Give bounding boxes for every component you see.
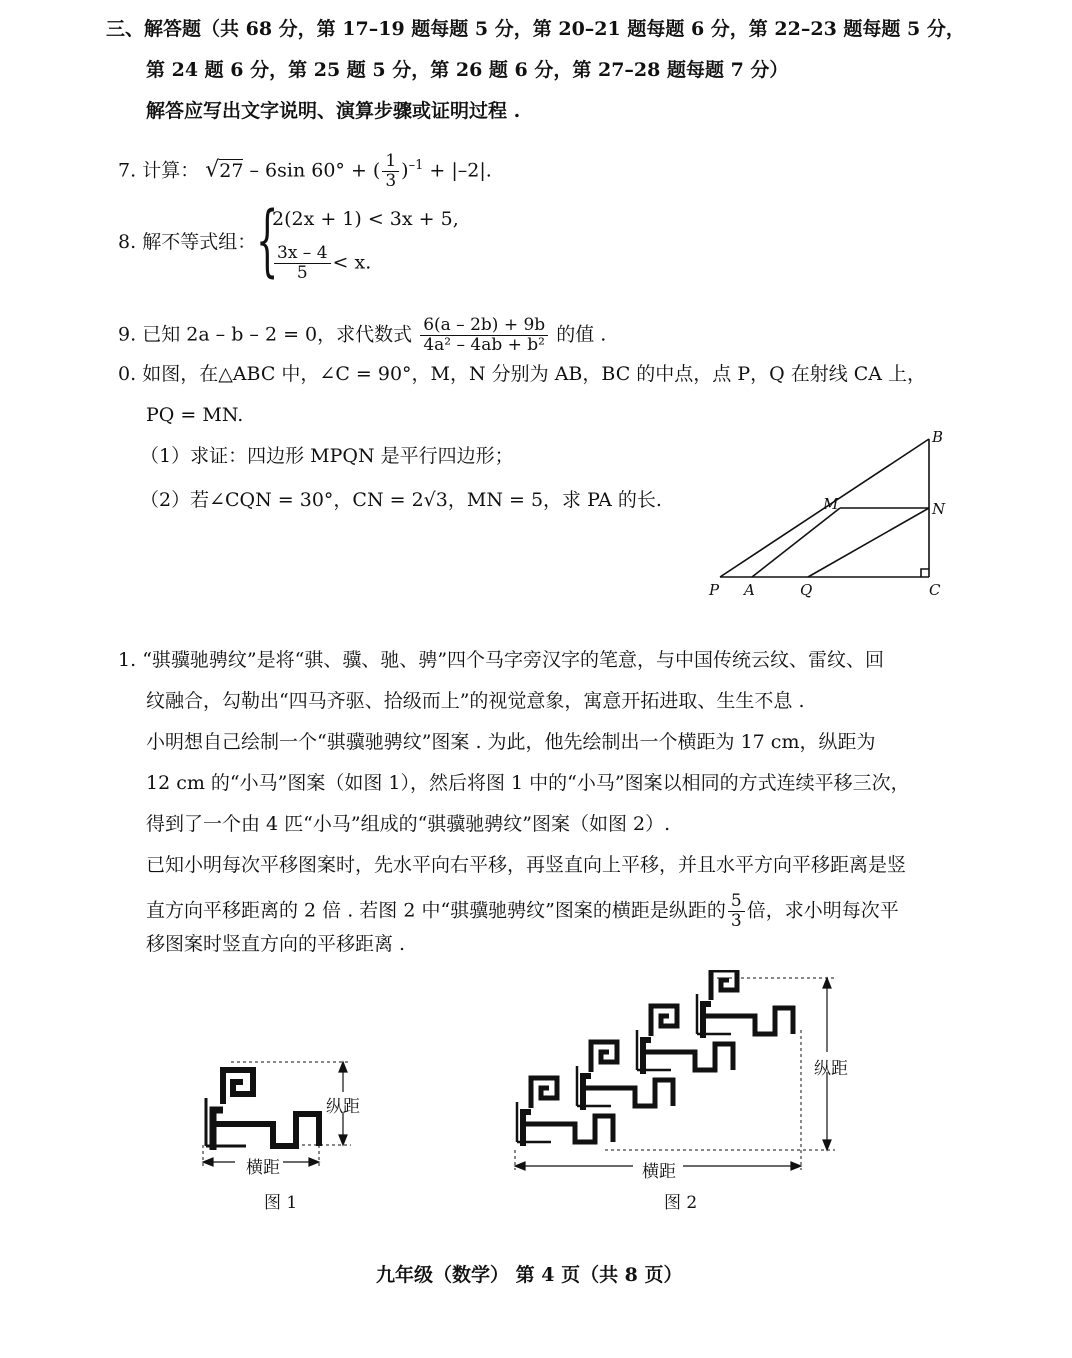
q21-line4: 12 cm 的“小马”图案（如图 1），然后将图 1 中的“小马”图案以相同的方式连续平移三次， bbox=[146, 772, 910, 794]
q19-frac-den: 4a² – 4ab + b² bbox=[423, 335, 545, 355]
q18-inequality-1: 2(2x + 1) < 3x + 5, bbox=[272, 208, 459, 230]
label-b: B bbox=[932, 428, 944, 446]
q21-line2: 纹融合，勾勒出“四马齐驱、拾级而上”的视觉意象，寓意开拓进取、生生不息 . bbox=[146, 690, 805, 712]
q18-number: 8. bbox=[118, 231, 137, 253]
question-20-line1 bbox=[118, 362, 926, 386]
q18-frac-den: 5 bbox=[296, 263, 308, 283]
q21-line8: 移图案时竖直方向的平移距离 . bbox=[146, 933, 406, 955]
triangle-figure bbox=[700, 425, 960, 605]
q17-frac-num: 1 bbox=[382, 152, 399, 172]
sqrt-sign: √ bbox=[205, 157, 220, 183]
q17-part2: – 6sin 60° + ( bbox=[249, 159, 381, 182]
fig2-vertical-label: 纵距 bbox=[814, 1059, 848, 1079]
section-header-line2: 第 24 题 6 分，第 25 题 5 分，第 26 题 6 分，第 27–28 题每题 7 分） bbox=[146, 59, 789, 81]
system-brace: { bbox=[256, 196, 279, 286]
q19-number: 9. bbox=[118, 323, 137, 346]
fig2-caption: 图 2 bbox=[664, 1193, 698, 1213]
label-n: N bbox=[932, 500, 946, 518]
q21-line7 bbox=[146, 892, 899, 931]
q17-exponent: –1 bbox=[408, 158, 424, 174]
q21-fraction bbox=[728, 892, 745, 931]
q18-label: 解不等式组： bbox=[142, 231, 257, 253]
q21-line7-head: 直方向平移距离的 2 倍 . 若图 2 中“骐骥驰骋纹”图案的横距是纵距的 bbox=[146, 899, 726, 922]
section-instruction: 解答应写出文字说明、演算步骤或证明过程 . bbox=[146, 100, 521, 122]
section-header-line1: 三、解答题（共 68 分，第 17–19 题每题 5 分，第 20–21 题每题 6 分，第 22–23 题每题 5 分， bbox=[106, 18, 965, 40]
q17-frac-den: 3 bbox=[385, 171, 397, 191]
q19-frac-num: 6(a – 2b) + 9b bbox=[420, 316, 548, 336]
page-footer: 九年级（数学） 第 4 页（共 8 页） bbox=[376, 1264, 683, 1286]
label-p: P bbox=[709, 581, 720, 599]
q21-line6: 已知小明每次平移图案时，先水平向右平移，再竖直向上平移，并且水平方向平移距离是竖 bbox=[146, 854, 907, 876]
q20-part1: （1）求证：四边形 MPQN 是平行四边形； bbox=[140, 445, 514, 467]
q17-fraction bbox=[382, 152, 399, 191]
fig1-caption: 图 1 bbox=[264, 1193, 298, 1213]
right-angle-mark bbox=[921, 569, 929, 577]
question-17 bbox=[118, 152, 492, 191]
q17-part3: ) bbox=[401, 159, 409, 182]
q17-radicand: 27 bbox=[219, 159, 244, 182]
fig2-horizontal-label: 横距 bbox=[642, 1162, 676, 1182]
q20-line2: PQ = MN. bbox=[146, 404, 244, 426]
q18-line2-tail: < x. bbox=[332, 251, 372, 274]
question-18 bbox=[118, 230, 256, 254]
q20-line1: 如图，在△ABC 中，∠C = 90°，M，N 分别为 AB，BC 的中点，点 P，Q 在射线 CA 上， bbox=[142, 363, 927, 385]
q17-number: 7. bbox=[118, 159, 137, 182]
q19-fraction bbox=[420, 316, 548, 355]
q18-inequality-2 bbox=[272, 244, 371, 283]
q21-number: 1. bbox=[118, 649, 137, 671]
label-a: A bbox=[744, 581, 755, 599]
q21-frac-den: 3 bbox=[730, 911, 742, 931]
q21-line5: 得到了一个由 4 匹“小马”组成的“骐骥驰骋纹”图案（如图 2）. bbox=[146, 813, 671, 835]
fig1-horizontal-label: 横距 bbox=[246, 1158, 280, 1178]
q19-text: 已知 2a – b – 2 = 0，求代数式 bbox=[142, 323, 413, 346]
q17-label: 计算： bbox=[142, 159, 200, 182]
fig1-vertical-label: 纵距 bbox=[326, 1097, 360, 1117]
q21-line7-tail: 倍，求小明每次平 bbox=[746, 899, 899, 922]
q21-frac-num: 5 bbox=[728, 892, 745, 912]
q18-fraction bbox=[274, 244, 331, 283]
q17-part4: + |–2|. bbox=[423, 159, 492, 182]
label-c: C bbox=[929, 581, 941, 599]
question-19 bbox=[118, 316, 606, 355]
question-21-line1 bbox=[118, 648, 884, 672]
label-q: Q bbox=[800, 581, 813, 599]
figure-2-pattern bbox=[505, 970, 865, 1180]
q18-frac-num: 3x – 4 bbox=[274, 244, 331, 264]
q20-number: 0. bbox=[118, 363, 137, 385]
q20-part2: （2）若∠CQN = 30°，CN = 2√3，MN = 5，求 PA 的长. bbox=[140, 489, 662, 511]
q21-line3: 小明想自己绘制一个“骐骥驰骋纹”图案 . 为此，他先绘制出一个横距为 17 cm，纵距为 bbox=[146, 731, 876, 753]
label-m: M bbox=[823, 495, 839, 513]
q19-tail: 的值 . bbox=[556, 323, 607, 346]
q21-line1: “骐骥驰骋纹”是将“骐、骥、驰、骋”四个马字旁汉字的笔意，与中国传统云纹、雷纹、回 bbox=[142, 649, 885, 671]
